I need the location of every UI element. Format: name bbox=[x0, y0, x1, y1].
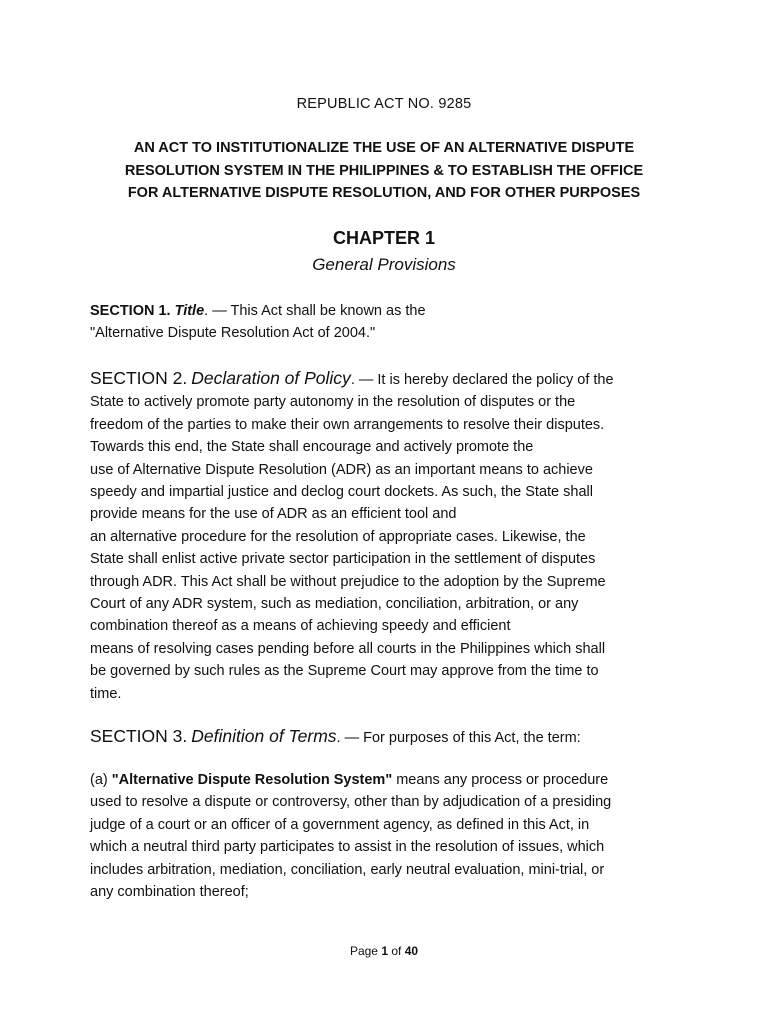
page-word: Page bbox=[349, 944, 382, 958]
section-2-text-line: freedom of the parties to make their own arrangements to resolve their disputes. bbox=[90, 416, 605, 433]
section-1-text-line: "Alternative Dispute Resolution Act of 2004." bbox=[90, 325, 376, 342]
item-a-text-line: used to resolve a dispute or controversy, other than by adjudication of a presiding bbox=[90, 794, 612, 811]
section-3-first-line bbox=[90, 725, 690, 749]
section-2-text-line: provide means for the use of ADR as an efficient tool and bbox=[90, 506, 457, 523]
act-number: REPUBLIC ACT NO. 9285 bbox=[296, 96, 472, 112]
section-1-name: Title bbox=[174, 303, 205, 319]
item-a-text-line: which a neutral third party participates to assist in the resolution of issues, which bbox=[90, 839, 605, 856]
chapter-subtitle: General Provisions bbox=[312, 255, 456, 274]
section-2-text-line: State to actively promote party autonomy in the resolution of disputes or the bbox=[90, 394, 576, 411]
section-3-text: . — For purposes of this Act, the term: bbox=[336, 730, 581, 746]
section-3 bbox=[90, 725, 690, 749]
item-a-text: means any process or procedure bbox=[392, 772, 609, 788]
section-2-text-line: be governed by such rules as the Supreme Court may approve from the time to bbox=[90, 663, 599, 680]
section-2-text-line: State shall enlist active private sector participation in the settlement of disputes bbox=[90, 551, 596, 568]
section-2-first-line bbox=[90, 367, 690, 391]
section-1-label: SECTION 1. bbox=[90, 303, 171, 319]
section-2-text-line: through ADR. This Act shall be without prejudice to the adoption by the Supreme bbox=[90, 573, 606, 590]
section-2-text-line: combination thereof as a means of achieving speedy and efficient bbox=[90, 618, 511, 635]
act-title-line: AN ACT TO INSTITUTIONALIZE THE USE OF AN ALTERNATIVE DISPUTE bbox=[133, 140, 635, 156]
act-title bbox=[0, 137, 768, 205]
page-footer bbox=[0, 944, 768, 958]
section-3-name: Definition of Terms bbox=[191, 726, 337, 746]
item-a-first-line bbox=[90, 769, 690, 791]
page-number: 1 bbox=[381, 944, 388, 958]
section-3-item-a bbox=[90, 769, 690, 903]
section-2-text-line: means of resolving cases pending before all courts in the Philippines which shall bbox=[90, 640, 606, 657]
section-2-text-line: time. bbox=[90, 685, 122, 702]
section-2 bbox=[90, 367, 690, 705]
item-a-text-line: includes arbitration, mediation, conciliation, early neutral evaluation, mini-trial, or bbox=[90, 861, 605, 878]
section-2-text-line: speedy and impartial justice and declog court dockets. As such, the State shall bbox=[90, 484, 593, 501]
of-word: of bbox=[388, 944, 405, 958]
section-1 bbox=[90, 300, 690, 345]
section-1-text: . — This Act shall be known as the bbox=[204, 303, 426, 319]
act-title-line: RESOLUTION SYSTEM IN THE PHILIPPINES & TO ESTABLISH THE OFFICE bbox=[124, 162, 644, 179]
act-title-line: FOR ALTERNATIVE DISPUTE RESOLUTION, AND FOR OTHER PURPOSES bbox=[127, 185, 641, 201]
total-pages: 40 bbox=[404, 944, 419, 958]
item-a-text-line: judge of a court or an officer of a government agency, as defined in this Act, in bbox=[90, 816, 590, 833]
section-2-text-line: use of Alternative Dispute Resolution (ADR) as an important means to achieve bbox=[90, 461, 593, 478]
section-3-label: SECTION 3. bbox=[90, 726, 188, 746]
section-2-text-line: an alternative procedure for the resolution of appropriate cases. Likewise, the bbox=[90, 528, 586, 545]
item-a-term: "Alternative Dispute Resolution System" bbox=[111, 772, 393, 788]
section-2-label: SECTION 2. bbox=[90, 368, 188, 388]
item-a-prefix: (a) bbox=[90, 772, 112, 788]
section-2-text-line: Court of any ADR system, such as mediation, conciliation, arbitration, or any bbox=[90, 596, 579, 613]
section-2-text: . — It is hereby declared the policy of the bbox=[350, 372, 614, 388]
section-2-name: Declaration of Policy bbox=[191, 368, 351, 388]
section-2-text-line: Towards this end, the State shall encourage and actively promote the bbox=[90, 439, 534, 456]
chapter-heading: CHAPTER 1 bbox=[332, 228, 435, 248]
item-a-text-line: any combination thereof; bbox=[90, 884, 249, 901]
section-1-first-line bbox=[90, 300, 690, 322]
